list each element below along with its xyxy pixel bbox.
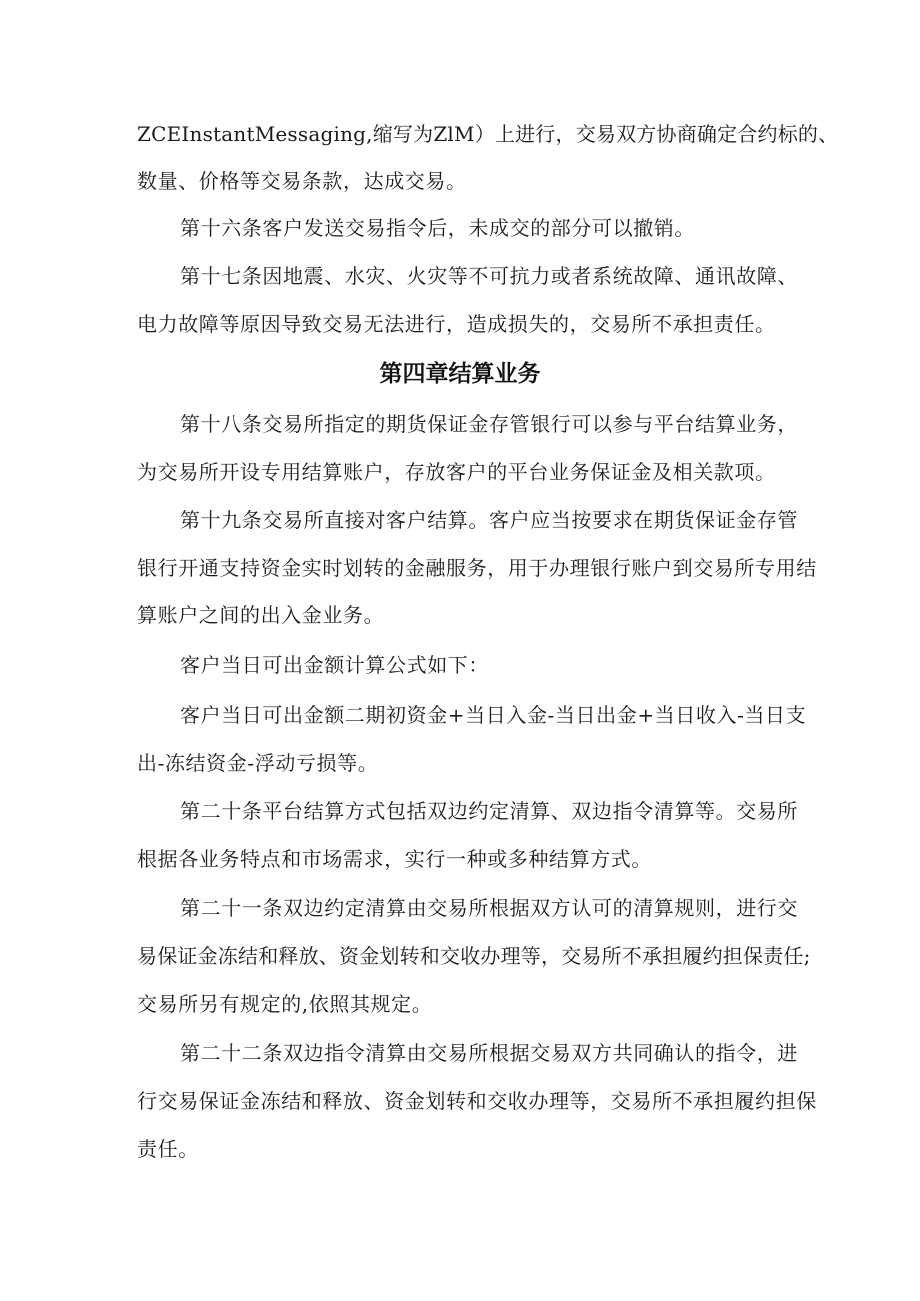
article-22-line-1: 第二十二条双边指令清算由交易所根据交易双方共同确认的指令，进	[180, 1041, 798, 1065]
article-20-line-1: 第二十条平台结算方式包括双边约定清算、双边指令清算等。交易所	[180, 799, 798, 823]
article-18-line-1: 第十八条交易所指定的期货保证金存管银行可以参与平台结算业务，	[180, 412, 798, 436]
paragraph-1-line-2: 数量、价格等交易条款，达成交易。	[137, 169, 467, 193]
article-21-line-1: 第二十一条双边约定清算由交易所根据双方认可的清算规则，进行交	[180, 896, 798, 920]
paragraph-1-line-1: ZCEInstantMessaging,缩写为ZlM）上进行，交易双方协商确定合约标的、	[137, 122, 839, 146]
article-20-line-2: 根据各业务特点和市场需求，实行一种或多种结算方式。	[137, 847, 652, 871]
article-17-line-1: 第十七条因地震、水灾、火灾等不可抗力或者系统故障、通讯故障、	[180, 264, 798, 288]
formula-line-2: 出-冻结资金-浮动亏损等。	[137, 751, 379, 775]
article-16: 第十六条客户发送交易指令后，未成交的部分可以撤销。	[180, 216, 695, 240]
formula-intro: 客户当日可出金额计算公式如下：	[180, 653, 489, 677]
article-22-line-2: 行交易保证金冻结和释放、资金划转和交收办理等，交易所不承担履约担保	[137, 1089, 817, 1113]
article-17-line-2: 电力故障等原因导致交易无法进行，造成损失的，交易所不承担责任。	[137, 312, 776, 336]
article-19-line-2: 银行开通支持资金实时划转的金融服务，用于办理银行账户到交易所专用结	[137, 556, 817, 580]
article-19-line-3: 算账户之间的出入金业务。	[137, 603, 385, 627]
article-22-line-3: 责任。	[137, 1137, 199, 1161]
article-21-line-2: 易保证金冻结和释放、资金划转和交收办理等，交易所不承担履约担保责任;	[137, 944, 811, 968]
article-21-line-3: 交易所另有规定的,依照其规定。	[137, 992, 433, 1016]
article-18-line-2: 为交易所开设专用结算账户，存放客户的平台业务保证金及相关款项。	[137, 460, 776, 484]
article-19-line-1: 第十九条交易所直接对客户结算。客户应当按要求在期货保证金存管	[180, 508, 798, 532]
chapter-title: 第四章结算业务	[379, 361, 541, 387]
formula-line-1: 客户当日可出金额二期初资金+当日入金-当日出金+当日收入-当日支	[180, 703, 807, 727]
